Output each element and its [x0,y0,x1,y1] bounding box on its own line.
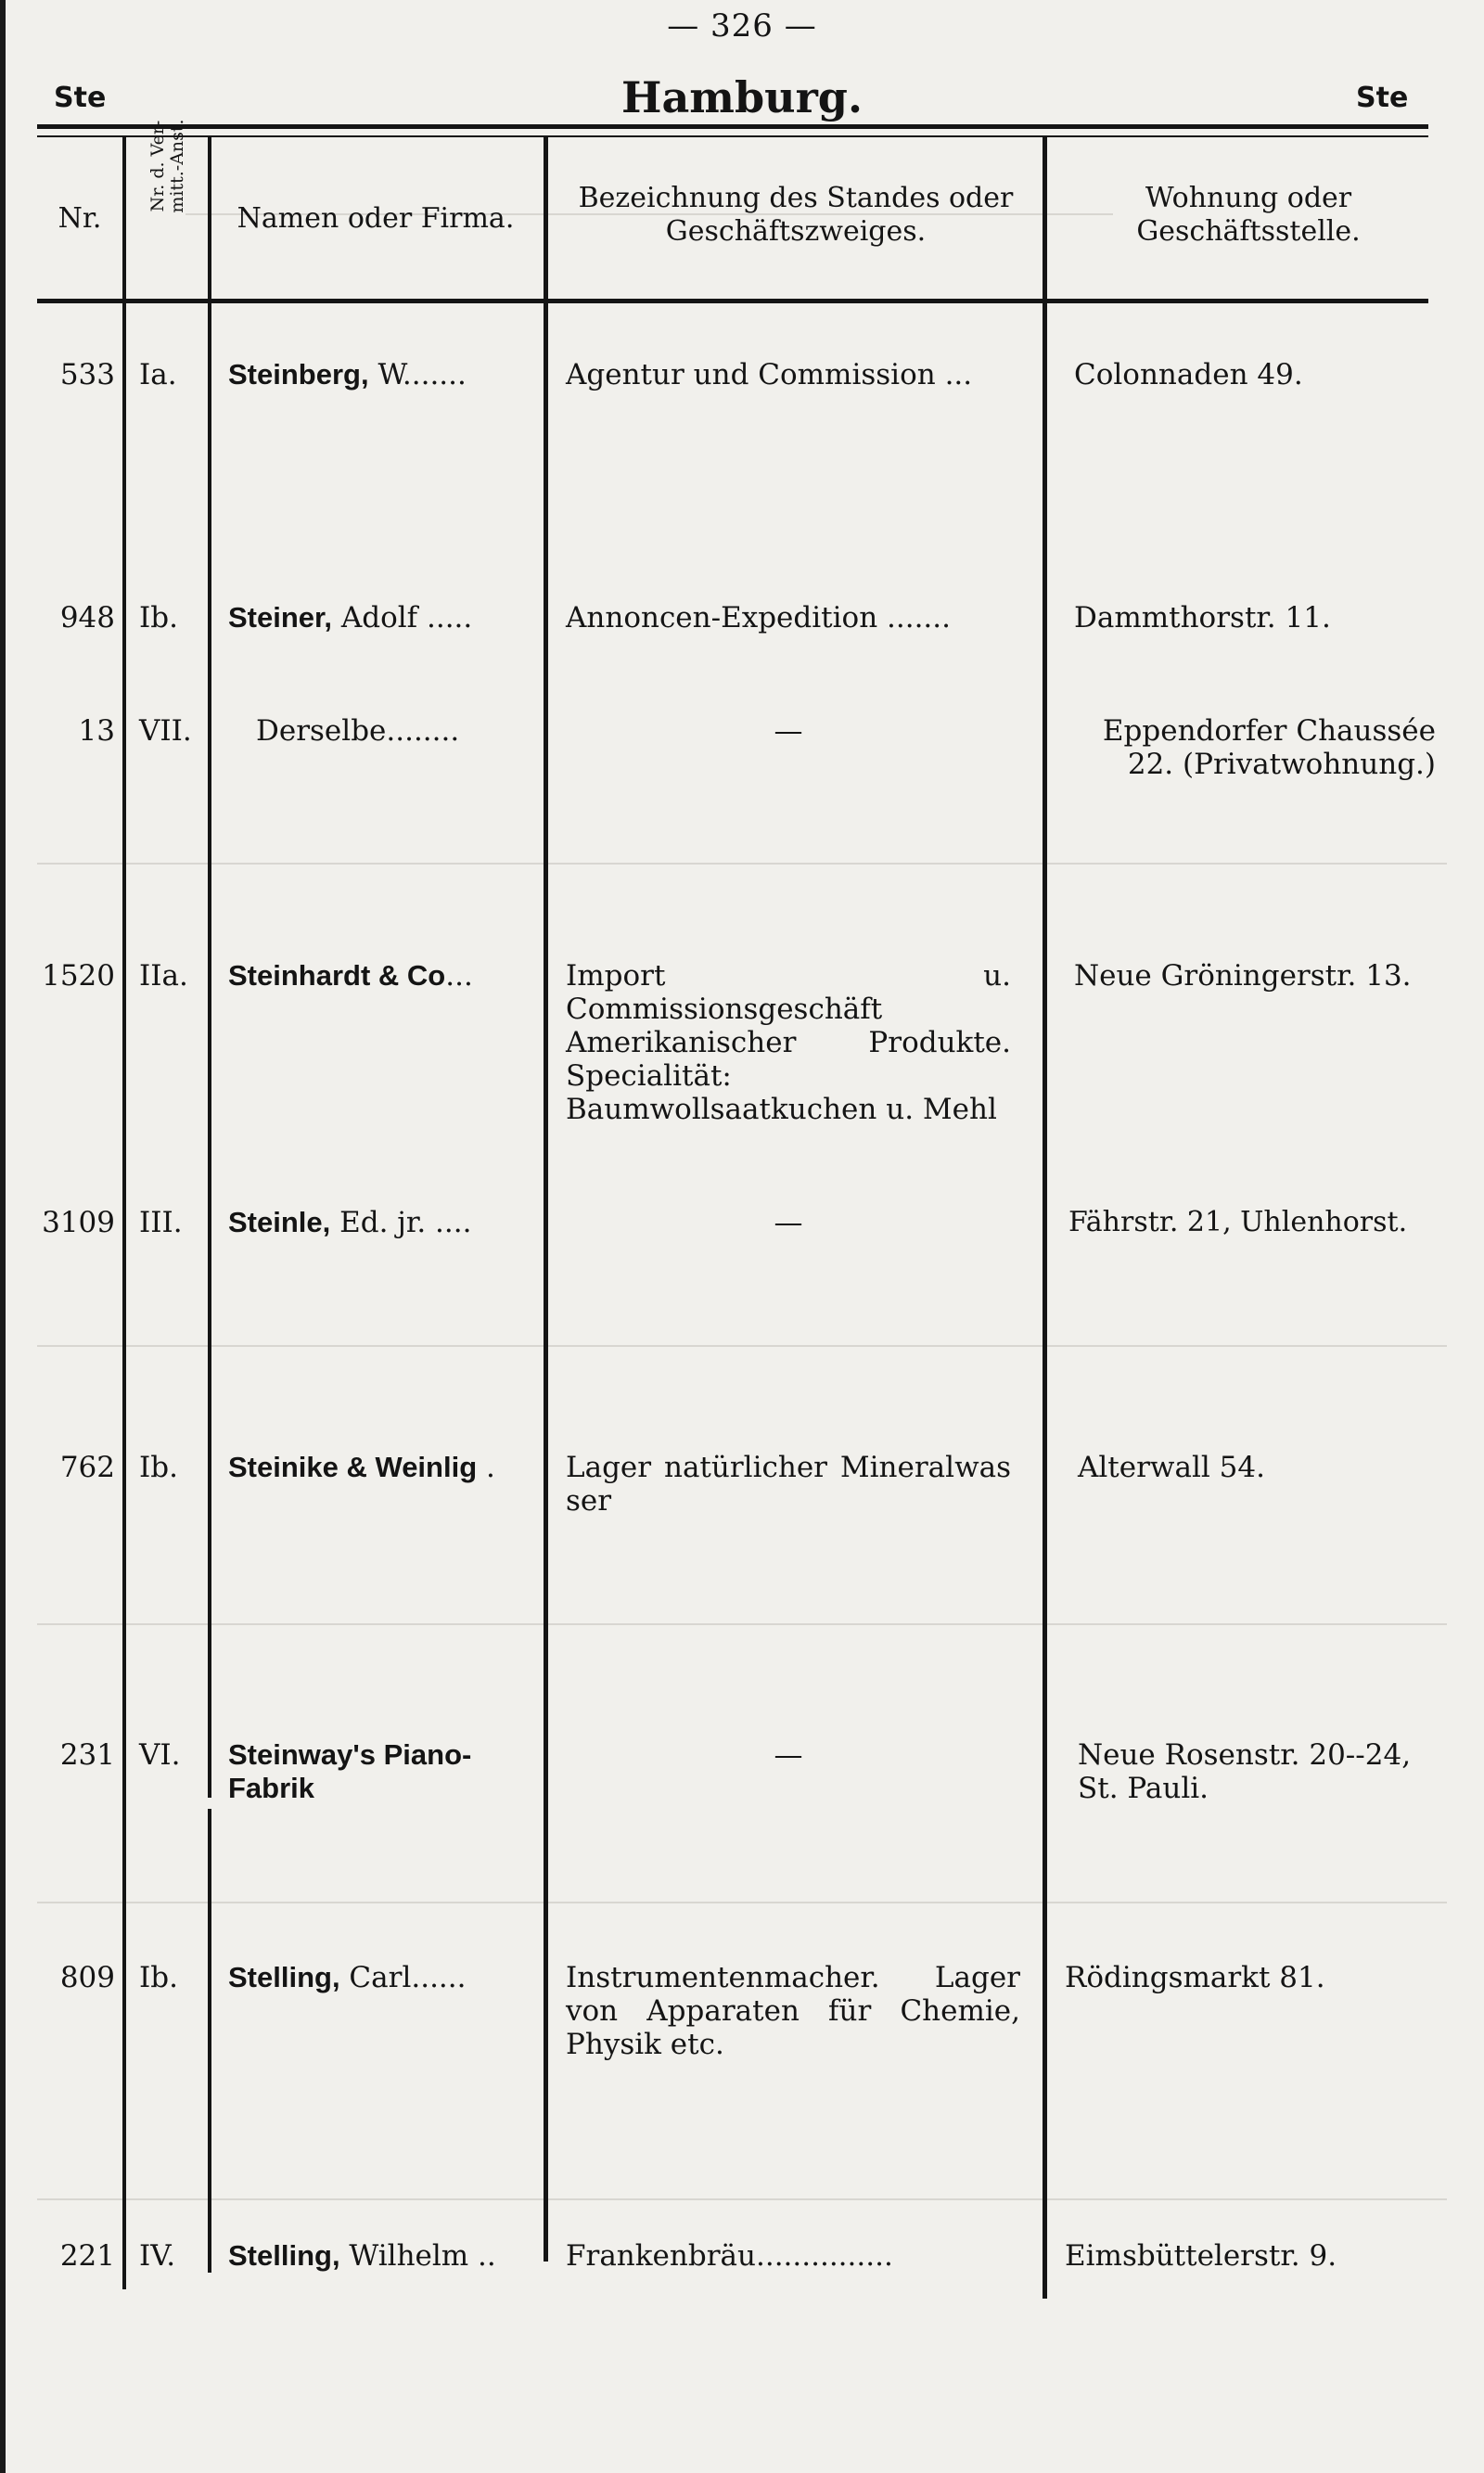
header-vermittlungsanstalt: Nr. d. Ver- mitt.-Anst. [147,119,187,213]
entry-class: IV. [139,2239,176,2273]
entry-class: Ia. [139,358,177,391]
header-rule-top [37,124,1428,129]
entry-stand: — [774,714,803,748]
entry-name-rest: Carl...... [339,1961,467,1994]
entry-address: Dammthorstr. 11. [1074,601,1331,634]
header-nr: Nr. [58,202,102,235]
entry-name [228,1738,506,1805]
entry-stand: Instrumentenmacher. Lager von Apparaten für Chemie, Physik etc. [566,1961,1020,2061]
header-name: Namen oder Firma. [237,202,515,235]
entry-stand: — [774,1206,803,1239]
entry-nr: 231 [59,1738,115,1772]
entry-name-bold: Steinike & Weinlig [228,1451,478,1483]
entry-name-rest: ... [445,959,473,993]
entry-class: VII. [139,714,192,748]
entry-address: Neue Rosenstr. 20--24, St. Pauli. [1078,1738,1412,1805]
running-head-left: Ste [54,82,107,114]
entry-nr: 1520 [42,959,115,993]
running-head-right: Ste [1356,82,1409,114]
entry-class: Ib. [139,1961,178,1994]
entry-name-rest: Derselbe........ [256,714,460,748]
entry-address: Neue Gröningerstr. 13. [1074,959,1412,993]
entry-name-bold: Steinhardt & Co [228,959,446,992]
header-stand: Bezeichnung des Standes oder Geschäftszweiges. [578,182,1014,248]
entry-name [228,959,473,993]
entry-class: VI. [139,1738,181,1772]
entry-nr: 3109 [42,1206,115,1239]
column-divider-stand [1043,137,1047,2299]
entry-name-bold: Stelling, [228,1961,340,1993]
entry-name [228,1961,467,1994]
entry-class: Ib. [139,1451,178,1484]
entry-class: III. [139,1206,183,1239]
entry-name [228,1451,495,1484]
entry-address: Colonnaden 49. [1074,358,1303,391]
entry-nr: 762 [59,1451,115,1484]
entry-stand: Frankenbräu............... [566,2239,893,2273]
entry-nr: 948 [59,601,115,634]
entry-name-rest: Adolf ..... [332,601,473,634]
entry-class: Ib. [139,601,178,634]
entry-name-bold: Steinberg, [228,358,369,391]
entry-name [256,714,459,748]
column-divider-cls-lower [208,1809,211,2273]
entry-name-bold: Steinway's Piano-Fabrik [228,1738,472,1804]
column-divider-cls-upper [208,137,211,1798]
entry-nr: 13 [78,714,115,748]
entry-stand: Annoncen-Expedition ....... [566,601,951,634]
entry-address: Alterwall 54. [1078,1451,1265,1484]
scan-edge [0,0,6,2473]
entry-stand: — [774,1738,803,1772]
entry-stand: Lager natürlicher Mineralwasser [566,1451,1011,1518]
entry-stand: Import u. Commissionsgeschäft Amerikanischer Produkte. Specialität: Baumwollsaatkuchen u. Mehl [566,959,1011,1126]
page-number: — 326 — [667,7,817,45]
entry-name-rest: Wilhelm .. [339,2239,496,2273]
header-wohnung: Wohnung oder Geschäftsstelle. [1136,182,1361,248]
entry-nr: 533 [59,358,115,391]
city-title: Hamburg. [621,72,863,122]
entry-name-bold: Steiner, [228,601,332,634]
entry-name-bold: Steinle, [228,1206,331,1238]
header-rule-thin [37,135,1428,137]
entry-address: Eppendorfer Chaussée 22. (Privatwohnung.) [1102,714,1436,781]
entry-stand: Agentur und Commission ... [566,358,973,391]
entry-name [228,1206,471,1239]
entry-name [228,358,467,391]
entry-name-rest: Ed. jr. .... [330,1206,472,1239]
entry-name-rest: W....... [368,358,467,391]
entry-address: Fährstr. 21, Uhlenhorst. [1068,1206,1408,1238]
entry-name [228,601,472,634]
entry-address: Rödingsmarkt 81. [1065,1961,1325,1994]
entry-name-rest: . [477,1451,495,1484]
entry-nr: 809 [59,1961,115,1994]
column-divider-name [544,137,548,2262]
header-rule-bottom [37,299,1428,303]
entry-class: IIa. [139,959,188,993]
entry-nr: 221 [59,2239,115,2273]
entry-name-bold: Stelling, [228,2239,340,2272]
column-divider-nr [122,137,126,2289]
entry-address: Eimsbüttelerstr. 9. [1065,2239,1337,2273]
entry-name [228,2239,496,2273]
